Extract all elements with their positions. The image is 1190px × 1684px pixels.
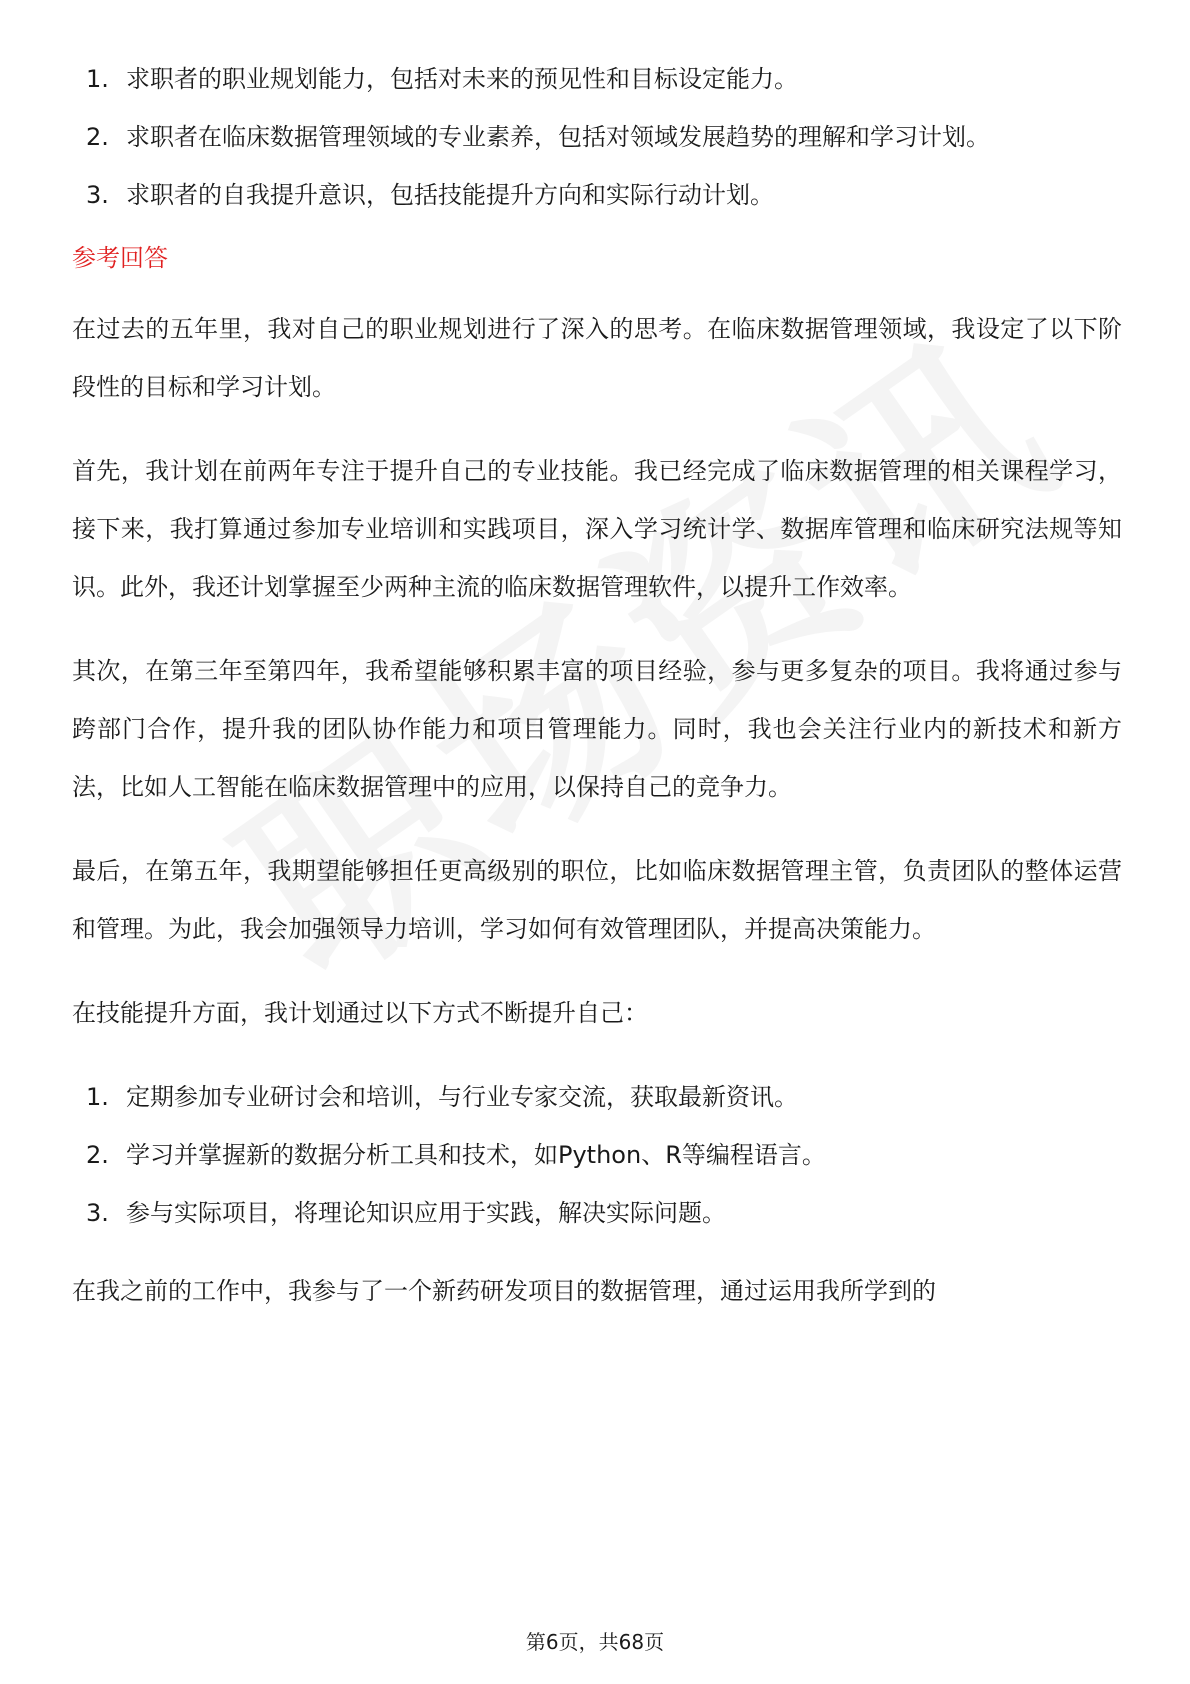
paragraph: 其次，在第三年至第四年，我希望能够积累丰富的项目经验，参与更多复杂的项目。我将通过参与跨部门合作，提升我的团队协作能力和项目管理能力。同时，我也会关注行业内的新技术和新方法，比如人工智能在临床数据管理中的应用，以保持自己的竞争力。	[72, 657, 1122, 801]
list-number: 1.	[86, 1083, 109, 1111]
evaluation-points-list	[72, 50, 1122, 224]
list-item	[72, 1184, 1122, 1242]
list-item	[72, 1126, 1122, 1184]
section-title-reference-answer: 参考回答	[72, 244, 168, 272]
list-number: 1.	[86, 65, 109, 93]
list-item-text: 参与实际项目，将理论知识应用于实践，解决实际问题。	[126, 1199, 726, 1227]
paragraph: 最后，在第五年，我期望能够担任更高级别的职位，比如临床数据管理主管，负责团队的整体运营和管理。为此，我会加强领导力培训，学习如何有效管理团队，并提高决策能力。	[72, 857, 1122, 943]
skill-improvement-list	[72, 1068, 1122, 1242]
paragraph: 在我之前的工作中，我参与了一个新药研发项目的数据管理，通过运用我所学到的	[72, 1277, 936, 1305]
list-number: 3.	[86, 181, 109, 209]
list-item-text: 学习并掌握新的数据分析工具和技术，如Python、R等编程语言。	[126, 1141, 826, 1169]
list-item-text: 求职者的自我提升意识，包括技能提升方向和实际行动计划。	[126, 181, 774, 209]
page-number-footer: 第6页，共68页	[525, 1630, 665, 1654]
document-content	[72, 50, 1122, 1346]
list-item	[72, 1068, 1122, 1126]
paragraph: 在过去的五年里，我对自己的职业规划进行了深入的思考。在临床数据管理领域，我设定了以下阶段性的目标和学习计划。	[72, 315, 1122, 401]
list-item	[72, 108, 1122, 166]
list-item	[72, 166, 1122, 224]
list-number: 2.	[86, 123, 109, 151]
list-number: 3.	[86, 1199, 109, 1227]
paragraph: 首先，我计划在前两年专注于提升自己的专业技能。我已经完成了临床数据管理的相关课程学习，接下来，我打算通过参加专业培训和实践项目，深入学习统计学、数据库管理和临床研究法规等知识。此外，我还计划掌握至少两种主流的临床数据管理软件，以提升工作效率。	[72, 457, 1122, 601]
paragraph: 在技能提升方面，我计划通过以下方式不断提升自己：	[72, 999, 648, 1027]
list-item-text: 求职者的职业规划能力，包括对未来的预见性和目标设定能力。	[126, 65, 798, 93]
list-number: 2.	[86, 1141, 109, 1169]
list-item-text: 定期参加专业研讨会和培训，与行业专家交流，获取最新资讯。	[126, 1083, 798, 1111]
list-item	[72, 50, 1122, 108]
list-item-text: 求职者在临床数据管理领域的专业素养，包括对领域发展趋势的理解和学习计划。	[126, 123, 990, 151]
